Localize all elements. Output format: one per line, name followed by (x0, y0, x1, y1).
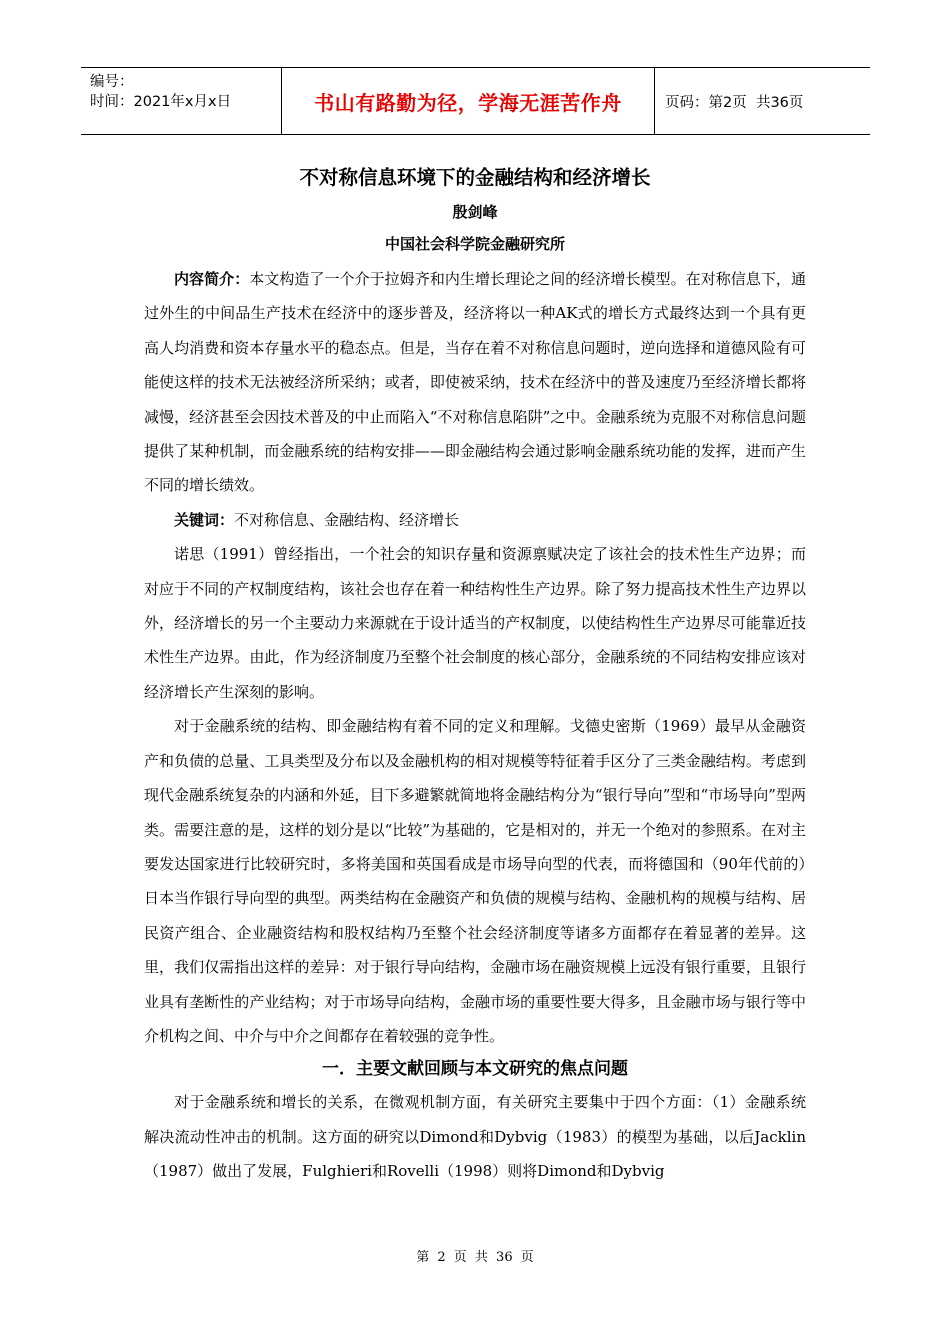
body-paragraph-2: 对于金融系统的结构、即金融结构有着不同的定义和理解。戈德史密斯（1969）最早从金融资产和负债的总量、工具类型及分布以及金融机构的相对规模等特征着手区分了三类金融结构。考虑到现代金融系统复杂的内涵和外延，目下多避繁就简地将金融结构分为“银行导向”型和“市场导向”型两类。需要注意的是，这样的划分是以“比较”为基础的，它是相对的，并无一个绝对的参照系。在对主要发达国家进行比较研究时，多将美国和英国看成是市场导向型的代表，而将德国和（90年代前的）日本当作银行导向型的典型。两类结构在金融资产和负债的规模与结构、金融机构的规模与结构、居民资产组合、企业融资结构和股权结构乃至整个社会经济制度等诸多方面都存在着显著的差异。这里，我们仅需指出这样的差异：对于银行导向结构，金融市场在融资规模上远没有银行重要，且银行业具有垄断性的产业结构；对于市场导向结构，金融市场的重要性要大得多，且金融市场与银行等中介机构之间、中介与中介之间都存在着较强的竞争性。 (144, 717, 806, 1045)
time-label: 时间：2021年x月x日 (90, 94, 232, 110)
page-footer: 第 2 页 共 36 页 (416, 1250, 534, 1265)
document-title: 不对称信息环境下的金融结构和经济增长 (299, 166, 651, 189)
keywords-paragraph (144, 503, 806, 537)
abstract-label: 内容简介： (174, 270, 250, 288)
header-table (81, 67, 870, 135)
institution-name: 中国社会科学院金融研究所 (384, 235, 565, 253)
abstract-text: 本文构造了一个介于拉姆齐和内生增长理论之间的经济增长模型。在对称信息下，通过外生的中间品生产技术在经济中的逐步普及，经济将以一种AK式的增长方式最终达到一个具有更高人均消费和资本存量水平的稳态点。但是，当存在着不对称信息问题时，逆向选择和道德风险有可能使这样的技术无法被经济所采纳；或者，即使被采纳，技术在经济中的普及速度乃至经济增长都将减慢，经济甚至会因技术普及的中止而陷入“不对称信息陷阱”之中。金融系统为克服不对称信息问题提供了某种机制，而金融系统的结构安排——即金融结构会通过影响金融系统功能的发挥，进而产生不同的增长绩效。 (144, 270, 806, 495)
page-info: 页码：第2页 共36页 (665, 94, 804, 111)
header-motto-cell (282, 68, 655, 134)
body-paragraph-1: 诺思（1991）曾经指出，一个社会的知识存量和资源禀赋决定了该社会的技术性生产边界；而对应于不同的产权制度结构，该社会也存在着一种结构性生产边界。除了努力提高技术性生产边界以外，经济增长的另一个主要动力来源就在于设计适当的产权制度，以使结构性生产边界尽可能靠近技术性生产边界。由此，作为经济制度乃至整个社会制度的核心部分，金融系统的不同结构安排应该对经济增长产生深刻的影响。 (144, 545, 806, 701)
keywords-text: 不对称信息、金融结构、经济增长 (234, 510, 460, 529)
body-paragraph-3: 对于金融系统和增长的关系，在微观机制方面，有关研究主要集中于四个方面：（1）金融系统解决流动性冲击的机制。这方面的研究以Dimond和Dybvig（1983）的模型为基础，以后Jacklin（1987）做出了发展，Fulghieri和Rovelli（1998）则将Dimond和Dybvig (144, 1093, 806, 1181)
motto-text: 书山有路勤为径，学海无涯苦作舟 (314, 90, 622, 115)
header-meta-cell (81, 68, 282, 134)
author-name: 殷剑峰 (452, 203, 498, 221)
section-heading-1: 一．主要文献回顾与本文研究的焦点问题 (322, 1059, 628, 1080)
number-label: 编号： (90, 74, 134, 90)
abstract-paragraph (144, 262, 806, 503)
document-body (144, 165, 806, 1189)
header-page-cell (655, 68, 870, 134)
keywords-label: 关键词： (174, 510, 235, 529)
